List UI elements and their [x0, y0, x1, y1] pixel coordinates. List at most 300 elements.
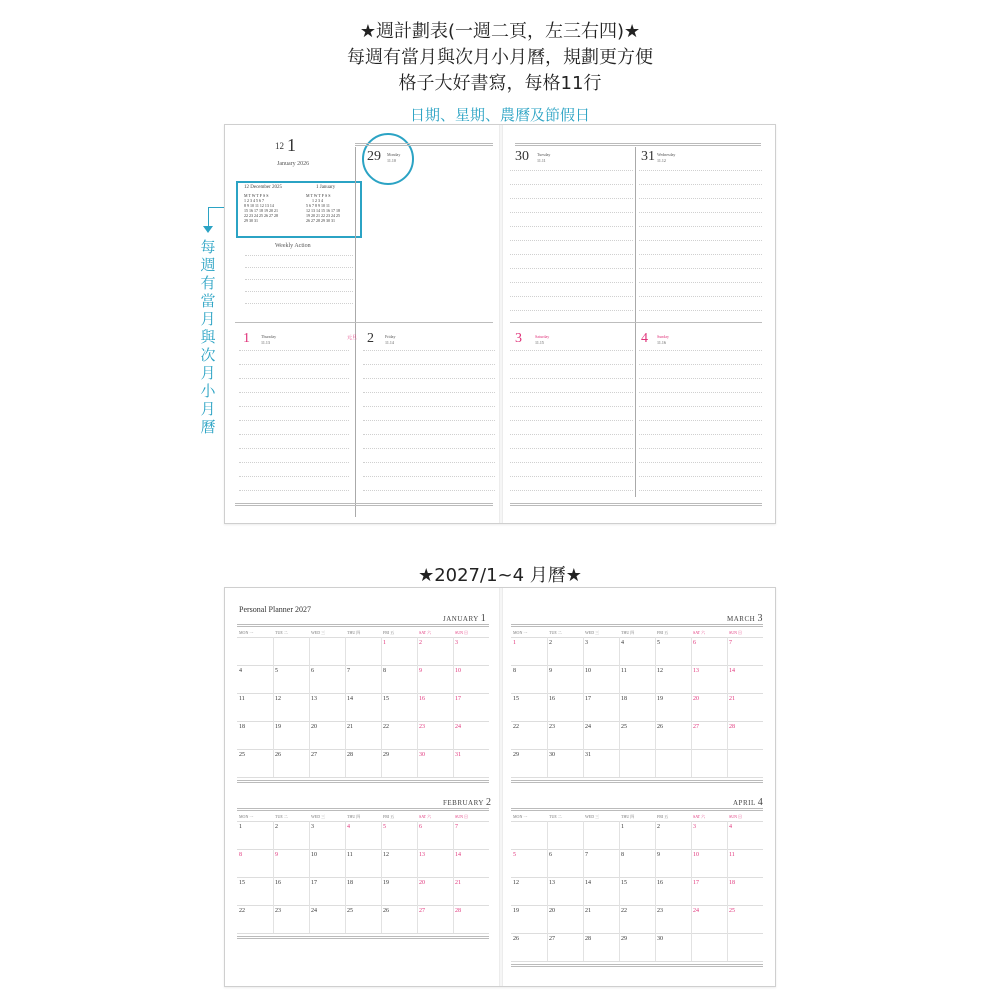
jan-title-text: JANUARY: [443, 615, 479, 623]
month-day-num: 26: [275, 752, 281, 758]
writing-line: [363, 392, 495, 393]
month-day-num: 11: [239, 696, 245, 702]
month-day-num: 20: [311, 724, 317, 730]
month-day-num: 27: [311, 752, 317, 758]
writing-line: [510, 282, 633, 283]
writing-line: [639, 282, 762, 283]
side-label: 每週有當月與次月小月曆: [200, 238, 216, 436]
feb-num: 2: [485, 797, 492, 808]
month-row-line: [511, 933, 763, 934]
month-day-num: 18: [347, 880, 353, 886]
month-day-num: 21: [729, 696, 735, 702]
apr-title: [733, 797, 763, 808]
month-day-num: 7: [455, 824, 458, 830]
month-col-line: [273, 821, 274, 933]
month-day-num: 7: [585, 852, 588, 858]
week-day-num: 1: [287, 135, 296, 155]
writing-line: [639, 364, 762, 365]
writing-line: [639, 310, 762, 311]
month-day-num: 26: [513, 936, 519, 942]
dow-label: TUE 二: [275, 814, 288, 819]
month-day-num: 1: [239, 824, 242, 830]
month-day-num: 16: [419, 696, 425, 702]
writing-line: [363, 364, 495, 365]
top-rule: [515, 143, 761, 146]
month-day-num: 4: [729, 824, 732, 830]
month-day-num: 31: [455, 752, 461, 758]
writing-line: [639, 170, 762, 171]
mini-calendar-box: [236, 181, 362, 238]
writing-line: [510, 240, 633, 241]
month-day-num: 24: [585, 724, 591, 730]
month-day-num: 29: [621, 936, 627, 942]
month-day-num: 22: [621, 908, 627, 914]
month-top-rule: [511, 808, 763, 811]
month-row-line: [237, 777, 489, 778]
day-30-name: Tuesday: [537, 152, 551, 157]
month-day-num: 10: [585, 668, 591, 674]
month-day-num: 8: [383, 668, 386, 674]
month-row-line: [511, 749, 763, 750]
month-day-num: 15: [513, 696, 519, 702]
day-2-name: Friday: [385, 334, 396, 339]
dow-label: SAT 六: [419, 814, 432, 819]
month-day-num: 18: [621, 696, 627, 702]
month-col-line: [547, 637, 548, 777]
month-day-num: 10: [693, 852, 699, 858]
month-day-num: 21: [585, 908, 591, 914]
month-day-num: 15: [621, 880, 627, 886]
writing-line: [510, 476, 633, 477]
month-top-rule: [237, 808, 489, 811]
dow-label: WED 三: [311, 814, 326, 819]
month-day-num: 28: [585, 936, 591, 942]
month-day-num: 6: [549, 852, 552, 858]
month-day-num: 5: [657, 640, 660, 646]
month-day-num: 6: [419, 824, 422, 830]
month-day-num: 30: [657, 936, 663, 942]
month-day-num: 25: [239, 752, 245, 758]
writing-line: [510, 490, 633, 491]
month-day-num: 27: [419, 908, 425, 914]
month-day-num: 27: [549, 936, 555, 942]
writing-line: [510, 434, 633, 435]
writing-line: [639, 184, 762, 185]
writing-line: [639, 420, 762, 421]
month-day-num: 27: [693, 724, 699, 730]
month-day-num: 1: [621, 824, 624, 830]
dow-label: FRI 五: [657, 630, 669, 635]
writing-line: [639, 226, 762, 227]
day-1-num: 1: [243, 331, 250, 346]
month-bottom-rule: [237, 936, 489, 939]
writing-line: [510, 254, 633, 255]
dow-label: SUN 日: [729, 814, 743, 819]
mini-cal-right: M T W T F S S 1 2 3 4 5 6 7 8 9 10 11 12 13 14 15 16 17 18 19 20 21 22 23 24 25 26 27 28 29 30 31: [306, 193, 340, 223]
day-31-num: 31: [641, 149, 655, 164]
mini-cal-right-title: 1 January: [316, 185, 336, 190]
writing-line: [639, 268, 762, 269]
month-day-num: 5: [513, 852, 516, 858]
feb-title: [443, 797, 491, 808]
month-day-num: 6: [693, 640, 696, 646]
month-day-num: 25: [621, 724, 627, 730]
month-row-line: [511, 877, 763, 878]
writing-line: [510, 170, 633, 171]
month-col-line: [309, 821, 310, 933]
writing-line: [239, 434, 349, 435]
spine: [499, 125, 503, 523]
writing-line: [363, 462, 495, 463]
day-4-lunar: 11.16: [657, 340, 666, 345]
month-col-line: [619, 821, 620, 961]
writing-line: [363, 476, 495, 477]
caption-line-1: ★週計劃表(一週二頁，左三右四)★: [359, 21, 641, 42]
dow-label: THU 四: [347, 630, 361, 635]
month-day-num: 10: [311, 852, 317, 858]
day-1-lunar: 11.13: [261, 340, 270, 345]
dow-label: MON 一: [513, 630, 528, 635]
day-1-name: Thursday: [261, 334, 277, 339]
month-day-num: 20: [693, 696, 699, 702]
month-day-num: 14: [455, 852, 461, 858]
month-day-num: 30: [419, 752, 425, 758]
writing-line: [510, 226, 633, 227]
writing-line: [363, 448, 495, 449]
month-day-num: 26: [657, 724, 663, 730]
month-day-num: 17: [693, 880, 699, 886]
month-col-line: [727, 821, 728, 961]
month-day-num: 23: [549, 724, 555, 730]
month-day-num: 19: [657, 696, 663, 702]
row-divider: [510, 322, 762, 323]
month-row-line: [237, 637, 489, 638]
writing-line: [639, 254, 762, 255]
month-row-line: [237, 849, 489, 850]
month-day-num: 2: [549, 640, 552, 646]
month-day-num: 19: [383, 880, 389, 886]
month-row-line: [511, 637, 763, 638]
writing-line: [639, 406, 762, 407]
month-day-num: 19: [275, 724, 281, 730]
writing-line: [510, 406, 633, 407]
month-day-num: 25: [347, 908, 353, 914]
month-day-num: 26: [383, 908, 389, 914]
month-col-line: [583, 821, 584, 961]
day-4-name: Sunday: [657, 334, 669, 339]
month-day-num: 18: [729, 880, 735, 886]
month-col-line: [453, 821, 454, 933]
bottom-rule: [235, 503, 493, 506]
day-30-lunar: 11.11: [537, 158, 546, 163]
month-day-num: 23: [419, 724, 425, 730]
dow-label: THU 四: [621, 814, 635, 819]
month-day-num: 30: [549, 752, 555, 758]
month-col-line: [655, 821, 656, 961]
apr-title-text: APRIL: [733, 799, 756, 807]
dow-label: WED 三: [585, 814, 600, 819]
dow-label: MON 一: [239, 630, 254, 635]
month-day-num: 14: [585, 880, 591, 886]
month-day-num: 3: [455, 640, 458, 646]
day-31-lunar: 11.12: [657, 158, 666, 163]
writing-line: [510, 350, 633, 351]
day-2-num: 2: [367, 331, 374, 346]
month-day-num: 29: [513, 752, 519, 758]
month-col-line: [417, 637, 418, 777]
writing-line: [510, 212, 633, 213]
month-day-num: 13: [549, 880, 555, 886]
action-line: [245, 267, 353, 268]
month-row-line: [511, 821, 763, 822]
dow-label: FRI 五: [657, 814, 669, 819]
month-day-num: 3: [585, 640, 588, 646]
month-day-num: 25: [729, 908, 735, 914]
month-day-num: 17: [455, 696, 461, 702]
action-line: [245, 303, 353, 304]
writing-line: [363, 490, 495, 491]
day-3-name: Saturday: [535, 334, 550, 339]
dow-label: SUN 日: [729, 630, 743, 635]
month-day-num: 2: [419, 640, 422, 646]
month-row-line: [237, 877, 489, 878]
month-day-num: 23: [657, 908, 663, 914]
month-day-num: 28: [455, 908, 461, 914]
month-day-num: 9: [549, 668, 552, 674]
month-day-num: 17: [311, 880, 317, 886]
planner-title: Personal Planner 2027: [239, 605, 311, 614]
dow-label: TUE 二: [275, 630, 288, 635]
month-col-line: [381, 821, 382, 933]
month-day-num: 8: [513, 668, 516, 674]
month-day-num: 12: [513, 880, 519, 886]
month-col-line: [655, 637, 656, 777]
dow-label: THU 四: [621, 630, 635, 635]
writing-line: [510, 296, 633, 297]
dow-label: SAT 六: [693, 630, 706, 635]
writing-line: [510, 364, 633, 365]
month-day-num: 9: [419, 668, 422, 674]
month-row-line: [511, 961, 763, 962]
month-row-line: [511, 721, 763, 722]
month-bottom-rule: [237, 780, 489, 783]
month-col-line: [309, 637, 310, 777]
month-day-num: 24: [455, 724, 461, 730]
month-col-line: [417, 821, 418, 933]
dow-label: WED 三: [311, 630, 326, 635]
month-day-num: 14: [347, 696, 353, 702]
month-day-num: 8: [239, 852, 242, 858]
month-day-num: 4: [621, 640, 624, 646]
top-rule: [355, 143, 493, 146]
day-2-lunar: 11.14: [385, 340, 394, 345]
writing-line: [510, 268, 633, 269]
month-col-line: [345, 821, 346, 933]
weekly-action-label: Weekly Action: [275, 243, 311, 249]
month-day-num: 13: [311, 696, 317, 702]
month-row-line: [511, 905, 763, 906]
month-day-num: 24: [311, 908, 317, 914]
writing-line: [510, 310, 633, 311]
writing-line: [363, 434, 495, 435]
dow-label: SAT 六: [693, 814, 706, 819]
day-29-lunar: 11.10: [387, 158, 396, 163]
month-day-num: 11: [621, 668, 627, 674]
month-row-line: [237, 665, 489, 666]
writing-line: [363, 406, 495, 407]
month-day-num: 6: [311, 668, 314, 674]
col-divider: [355, 147, 356, 517]
dow-label: SUN 日: [455, 630, 469, 635]
month-day-num: 10: [455, 668, 461, 674]
day-1-holiday: 元旦: [347, 336, 358, 341]
month-day-num: 5: [383, 824, 386, 830]
writing-line: [239, 448, 349, 449]
action-line: [245, 279, 353, 280]
writing-line: [239, 490, 349, 491]
writing-line: [239, 378, 349, 379]
month-day-num: 22: [239, 908, 245, 914]
writing-line: [363, 350, 495, 351]
dow-label: FRI 五: [383, 814, 395, 819]
month-day-num: 20: [419, 880, 425, 886]
month-row-line: [237, 749, 489, 750]
day-3-num: 3: [515, 331, 522, 346]
month-col-line: [727, 637, 728, 777]
month-day-num: 21: [455, 880, 461, 886]
day-29-name: Monday: [387, 152, 401, 157]
month-col-line: [273, 637, 274, 777]
month-day-num: 12: [657, 668, 663, 674]
month-day-num: 5: [275, 668, 278, 674]
caption-line-3: 格子大好書寫，每格11行: [398, 73, 602, 94]
month-row-line: [237, 933, 489, 934]
month-row-line: [511, 777, 763, 778]
day-4-num: 4: [641, 331, 648, 346]
jan-num: 1: [480, 613, 487, 624]
week-month-num: 12: [275, 141, 284, 151]
writing-line: [639, 212, 762, 213]
writing-line: [363, 420, 495, 421]
monthly-spread: [224, 587, 776, 987]
month-day-num: 4: [347, 824, 350, 830]
row-divider: [235, 322, 493, 323]
month-day-num: 7: [729, 640, 732, 646]
writing-line: [639, 434, 762, 435]
month-col-line: [583, 637, 584, 777]
action-line: [245, 291, 353, 292]
apr-num: 4: [757, 797, 764, 808]
month-day-num: 3: [311, 824, 314, 830]
dow-label: SUN 日: [455, 814, 469, 819]
writing-line: [510, 420, 633, 421]
writing-line: [239, 462, 349, 463]
writing-line: [510, 378, 633, 379]
month-row-line: [237, 905, 489, 906]
month-day-num: 1: [513, 640, 516, 646]
writing-line: [510, 392, 633, 393]
month-day-num: 16: [549, 696, 555, 702]
writing-line: [239, 420, 349, 421]
writing-line: [363, 378, 495, 379]
month-col-line: [345, 637, 346, 777]
mar-title: [727, 613, 763, 624]
month-day-num: 3: [693, 824, 696, 830]
writing-line: [639, 490, 762, 491]
month-top-rule: [511, 624, 763, 627]
month-day-num: 1: [383, 640, 386, 646]
spine: [499, 588, 503, 986]
month-day-num: 21: [347, 724, 353, 730]
writing-line: [639, 448, 762, 449]
month-day-num: 13: [419, 852, 425, 858]
month-col-line: [691, 821, 692, 961]
month-day-num: 20: [549, 908, 555, 914]
month-day-num: 22: [513, 724, 519, 730]
mar-num: 3: [757, 613, 763, 624]
month-day-num: 31: [585, 752, 591, 758]
month-col-line: [547, 821, 548, 961]
month-bottom-rule: [511, 964, 763, 967]
dow-label: MON 一: [513, 814, 528, 819]
month-day-num: 22: [383, 724, 389, 730]
month-day-num: 28: [729, 724, 735, 730]
day-3-lunar: 11.15: [535, 340, 544, 345]
dow-label: TUE 二: [549, 630, 562, 635]
month-day-num: 28: [347, 752, 353, 758]
month-row-line: [237, 693, 489, 694]
writing-line: [639, 198, 762, 199]
month-day-num: 16: [275, 880, 281, 886]
bottom-rule: [510, 503, 762, 506]
month-day-num: 2: [657, 824, 660, 830]
month-day-num: 16: [657, 880, 663, 886]
month-day-num: 29: [383, 752, 389, 758]
month-day-num: 18: [239, 724, 245, 730]
mini-cal-left-title: 12 December 2025: [244, 185, 283, 190]
writing-line: [239, 392, 349, 393]
writing-line: [239, 350, 349, 351]
arrow-down-icon: [203, 226, 213, 233]
month-day-num: 23: [275, 908, 281, 914]
month-top-rule: [237, 624, 489, 627]
monthly-caption: ★2027/1~4 月曆★: [418, 565, 582, 586]
month-day-num: 13: [693, 668, 699, 674]
month-day-num: 2: [275, 824, 278, 830]
dow-label: FRI 五: [383, 630, 395, 635]
month-day-num: 8: [621, 852, 624, 858]
month-day-num: 4: [239, 668, 242, 674]
month-row-line: [511, 849, 763, 850]
week-month-year: January 2026: [277, 161, 310, 167]
mini-cal-left: M T W T F S S 1 2 3 4 5 6 7 8 9 10 11 12 13 14 15 16 17 18 19 20 21 22 23 24 25 26 27 28 29 30 31: [244, 193, 278, 223]
dow-label: THU 四: [347, 814, 361, 819]
writing-line: [639, 392, 762, 393]
day-30-num: 30: [515, 149, 529, 164]
caption-line-2: 每週有當月與次月小月曆，規劃更方便: [347, 47, 653, 68]
date-label: 日期、星期、農曆及節假日: [409, 106, 590, 124]
writing-line: [639, 378, 762, 379]
month-day-num: 7: [347, 668, 350, 674]
month-bottom-rule: [511, 780, 763, 783]
writing-line: [239, 406, 349, 407]
writing-line: [239, 364, 349, 365]
month-day-num: 11: [729, 852, 735, 858]
writing-line: [510, 184, 633, 185]
month-row-line: [511, 693, 763, 694]
action-line: [245, 255, 353, 256]
writing-line: [639, 296, 762, 297]
